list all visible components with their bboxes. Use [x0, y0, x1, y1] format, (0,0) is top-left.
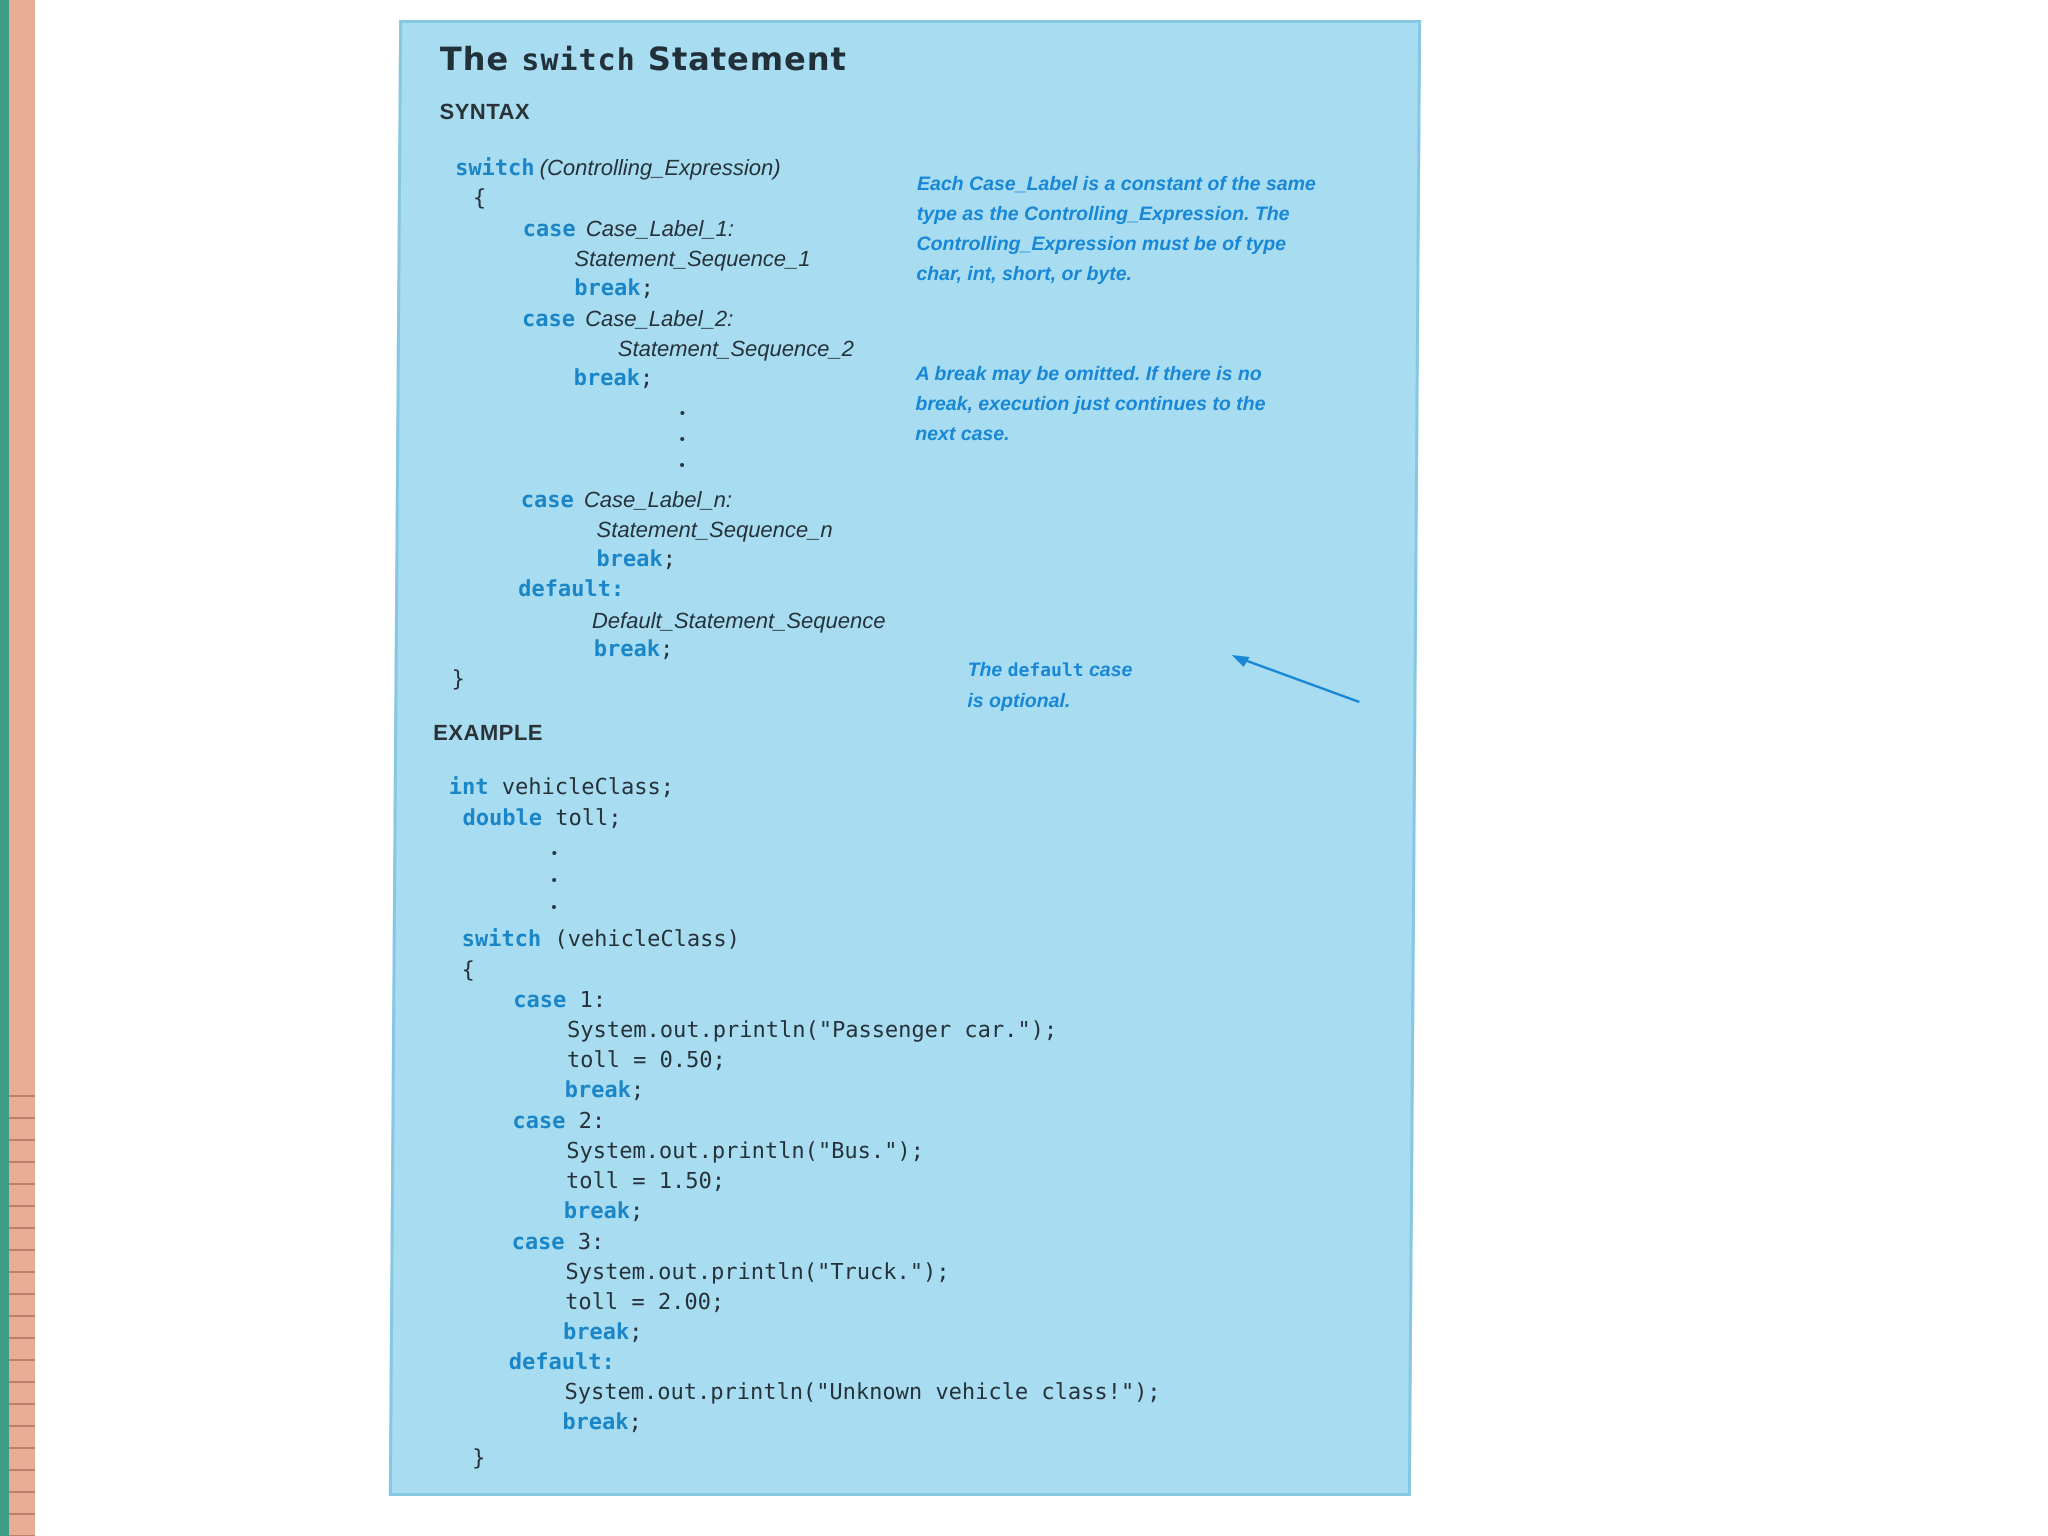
example-toll-1: toll = 0.50; [566, 1048, 726, 1073]
example-print-2: System.out.println("Bus."); [566, 1139, 924, 1164]
switch-statement-box [389, 20, 1421, 1496]
syntax-case-n [521, 489, 732, 512]
syntax-default: default: [518, 577, 625, 602]
statement-sequence-1: Statement_Sequence_1 [574, 246, 811, 271]
example-toll-2: toll = 1.50; [565, 1169, 726, 1194]
case-value-3: 3: [564, 1230, 605, 1255]
switch-keyword: switch [461, 927, 542, 952]
case-label-n: Case_Label_n: [583, 487, 733, 512]
example-break-default [562, 1412, 642, 1434]
example-case-1 [513, 990, 606, 1012]
semicolon: ; [629, 1199, 644, 1224]
syntax-open-brace: { [472, 186, 487, 211]
controlling-expression: (Controlling_Expression) [539, 155, 781, 180]
semicolon: ; [662, 547, 676, 572]
int-keyword: int [448, 775, 489, 800]
syntax-break-n [596, 549, 676, 571]
title-post: Statement [635, 40, 848, 78]
case-keyword: case [521, 307, 576, 332]
example-heading: EXAMPLE [433, 720, 544, 745]
note-line: next case. [915, 423, 1010, 445]
ellipsis-dot [552, 905, 556, 909]
break-keyword: break [574, 276, 641, 301]
case-value-2: 2: [565, 1109, 606, 1134]
ellipsis-dot [552, 851, 556, 855]
syntax-break-2 [574, 368, 654, 390]
case-keyword: case [520, 488, 574, 513]
switch-expression: (vehicleClass) [541, 927, 740, 952]
double-keyword: double [462, 806, 543, 831]
break-keyword: break [596, 547, 663, 572]
example-print-default: System.out.println("Unknown vehicle class!"); [564, 1380, 1161, 1405]
case-keyword: case [513, 988, 567, 1013]
note-line [968, 655, 1133, 686]
statement-sequence-2: Statement_Sequence_2 [617, 336, 855, 361]
example-print-1: System.out.println("Passenger car."); [567, 1018, 1058, 1043]
break-keyword: break [562, 1320, 630, 1345]
note-case-label [916, 169, 1316, 289]
switch-keyword: switch [455, 156, 535, 181]
example-break-1 [565, 1080, 645, 1102]
syntax-switch-line [455, 157, 781, 180]
note-default [967, 655, 1132, 716]
example-case-2 [512, 1111, 605, 1133]
note-line: Each Case_Label is a constant of the same [916, 173, 1316, 195]
note-line: break, execution just continues to the [915, 393, 1266, 415]
note-line: A break may be omitted. If there is no [915, 363, 1262, 385]
ellipsis-dot [680, 437, 684, 441]
syntax-case-1 [523, 218, 734, 241]
example-int-line [449, 777, 674, 799]
syntax-close-brace: } [451, 667, 465, 692]
left-edge-teal-strip [0, 0, 9, 1536]
semicolon: ; [659, 637, 674, 662]
break-keyword: break [593, 637, 661, 662]
break-keyword: break [563, 1199, 631, 1224]
example-toll-3: toll = 2.00; [565, 1290, 725, 1315]
note-default-post: case [1083, 659, 1133, 681]
semicolon: ; [630, 1078, 645, 1103]
int-declaration: vehicleClass; [488, 775, 675, 800]
syntax-case-2 [522, 308, 733, 331]
statement-sequence-n: Statement_Sequence_n [596, 517, 833, 542]
example-print-3: System.out.println("Truck."); [565, 1260, 950, 1285]
syntax-heading: SYNTAX [439, 99, 531, 124]
example-double-line [462, 808, 621, 830]
case-value-1: 1: [566, 988, 607, 1013]
example-break-3 [563, 1322, 643, 1344]
semicolon: ; [640, 276, 654, 301]
syntax-break-1 [574, 278, 654, 300]
example-close-brace: } [472, 1446, 486, 1471]
note-line: char, int, short, or byte. [916, 263, 1133, 285]
example-default: default: [508, 1350, 615, 1375]
default-statement-sequence: Default_Statement_Sequence [591, 608, 886, 633]
break-keyword: break [573, 366, 640, 391]
break-keyword: break [562, 1410, 629, 1435]
example-switch-line [462, 929, 740, 951]
title-code: switch [521, 43, 636, 78]
syntax-break-default [594, 639, 674, 661]
note-break [915, 359, 1266, 449]
example-open-brace: { [461, 958, 475, 983]
semicolon: ; [629, 1320, 643, 1345]
box-title [439, 40, 848, 78]
example-break-2 [564, 1201, 644, 1223]
ellipsis-dot [680, 411, 684, 415]
semicolon: ; [628, 1410, 642, 1435]
case-label-2: Case_Label_2: [585, 306, 734, 331]
case-keyword: case [512, 1109, 566, 1134]
case-keyword: case [522, 217, 576, 242]
note-default-code: default [1007, 660, 1084, 681]
ellipsis-dot [552, 878, 556, 882]
title-pre: The [439, 40, 522, 78]
note-default-pre: The [967, 659, 1008, 681]
ellipsis-dot [680, 463, 684, 467]
note-line: is optional. [967, 690, 1071, 712]
example-case-3 [512, 1232, 605, 1254]
break-keyword: break [564, 1078, 632, 1103]
note-line: type as the Controlling_Expression. The [916, 203, 1290, 225]
left-edge-lined-strip [9, 1075, 35, 1536]
case-label-1: Case_Label_1: [585, 216, 734, 241]
double-declaration: toll; [541, 806, 622, 831]
semicolon: ; [639, 366, 654, 391]
note-line: Controlling_Expression must be of type [916, 233, 1287, 255]
arrow-icon [1227, 653, 1367, 713]
case-keyword: case [511, 1230, 565, 1255]
